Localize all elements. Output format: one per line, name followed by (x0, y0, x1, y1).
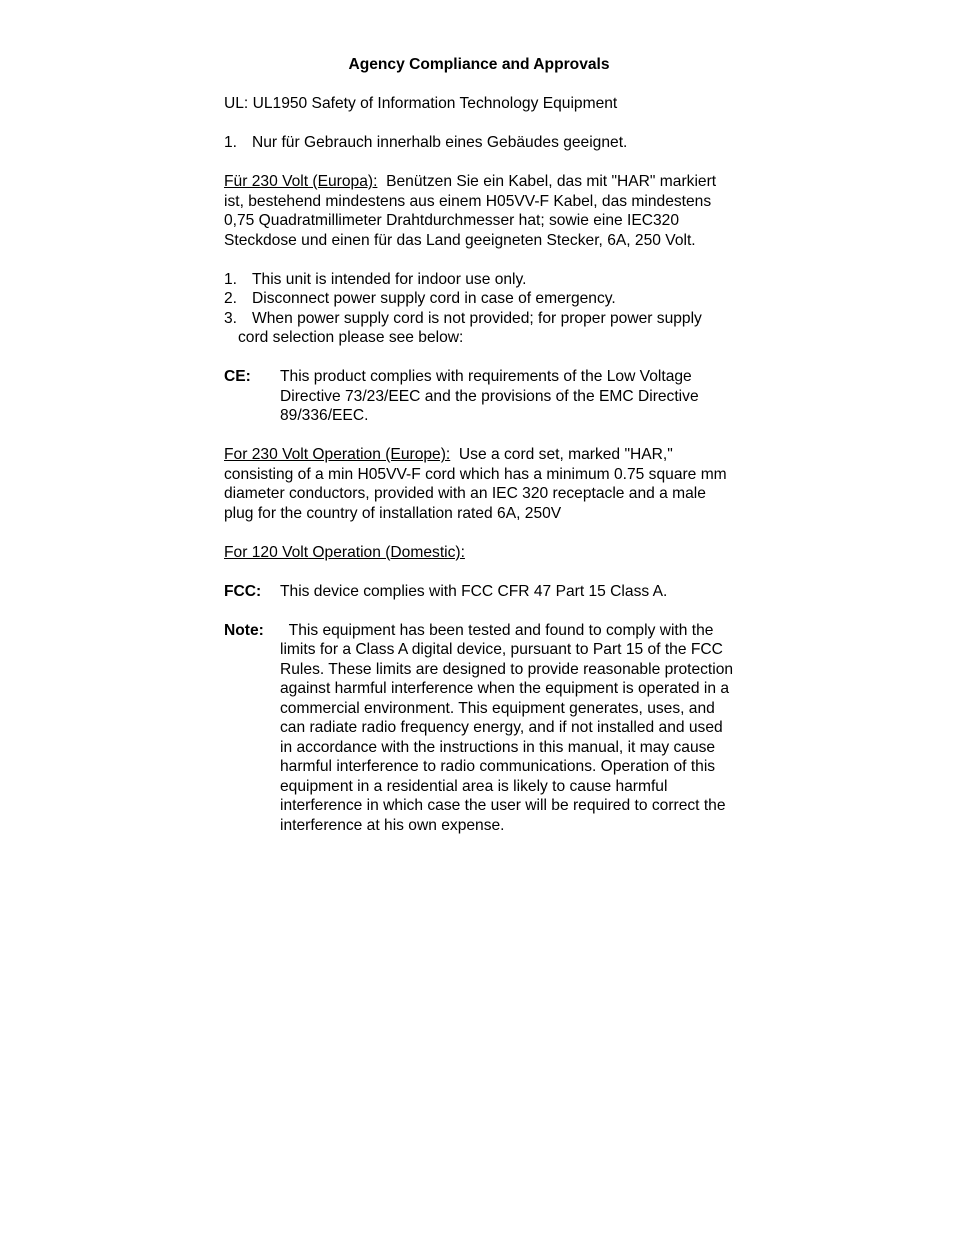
fcc-section (224, 582, 734, 602)
note-label: Note: (224, 621, 264, 639)
domestic-voltage-section (224, 543, 734, 563)
list-item (224, 270, 734, 290)
german-voltage-section (224, 172, 734, 250)
list-item-number: 2. (224, 290, 238, 307)
note-text (280, 621, 734, 836)
ul-statement: UL: UL1950 Safety of Information Technology Equipment (224, 95, 618, 112)
list-item-number: 3. (224, 309, 238, 327)
ce-section (224, 367, 734, 426)
list-item-text: When power supply cord is not provided; for proper power supply (252, 309, 702, 327)
europe-voltage-text: Use a cord set, marked "HAR," consisting of a min H05VV-F cord which has a minimum 0.75 square mm diameter conductors, provided with an IEC 320 receptacle and a male plug for the country of installation rated 6A, 250V (224, 446, 727, 522)
note-body: This equipment has been tested and found to comply with the limits for a Class A digital device, pursuant to Part 15 of the FCC Rules. These limits are designed to provide reasonable protection against harmful interference when the equipment is operated in a commercial environment. This equipment generates, uses, and can radiate radio frequency energy, and if not installed and used in accordance with the instructions in this manual, it may cause harmful interference to radio communications. Operation of this equipment in a residential area is likely to cause harmful interference in which case the user will be required to correct the interference at his own expense. (280, 621, 734, 834)
domestic-voltage-heading: For 120 Volt Operation (Domestic): (224, 543, 465, 561)
ce-text: This product complies with requirements of the Low Voltage Directive 73/23/EEC and the provisions of the EMC Directive 89/336/EEC. (280, 368, 699, 424)
europe-voltage-heading: For 230 Volt Operation (Europe): (224, 446, 451, 463)
english-instructions-list (224, 270, 734, 348)
list-item-text: This unit is intended for indoor use only. (252, 270, 527, 288)
fcc-text: This device complies with FCC CFR 47 Part 15 Class A. (280, 582, 668, 600)
list-item (224, 309, 734, 348)
german-voltage-heading: Für 230 Volt (Europa): (224, 173, 378, 190)
list-item (224, 133, 734, 153)
fcc-label: FCC: (224, 582, 262, 600)
list-item-number: 1. (224, 134, 238, 151)
list-item-number: 1. (224, 270, 238, 288)
german-instructions-list (224, 133, 734, 153)
list-item-continuation: cord selection please see below: (238, 329, 464, 346)
list-item-text: Disconnect power supply cord in case of emergency. (252, 290, 616, 307)
list-item (224, 289, 734, 309)
document-page (224, 55, 734, 855)
europe-voltage-section (224, 445, 734, 523)
ce-label: CE: (224, 368, 251, 385)
page-title: Agency Compliance and Approvals (348, 56, 610, 73)
list-item-text: Nur für Gebrauch innerhalb eines Gebäudes geeignet. (252, 134, 628, 151)
note-section (224, 621, 734, 836)
german-voltage-text: Benützen Sie ein Kabel, das mit "HAR" markiert ist, bestehend mindestens aus einem H05VV-F Kabel, das mindestens 0,75 Quadratmillimeter Drahtdurchmesser hat; sowie eine IEC320 Steckdose und einen für das Land geeigneten Stecker, 6A, 250 Volt. (224, 173, 717, 249)
